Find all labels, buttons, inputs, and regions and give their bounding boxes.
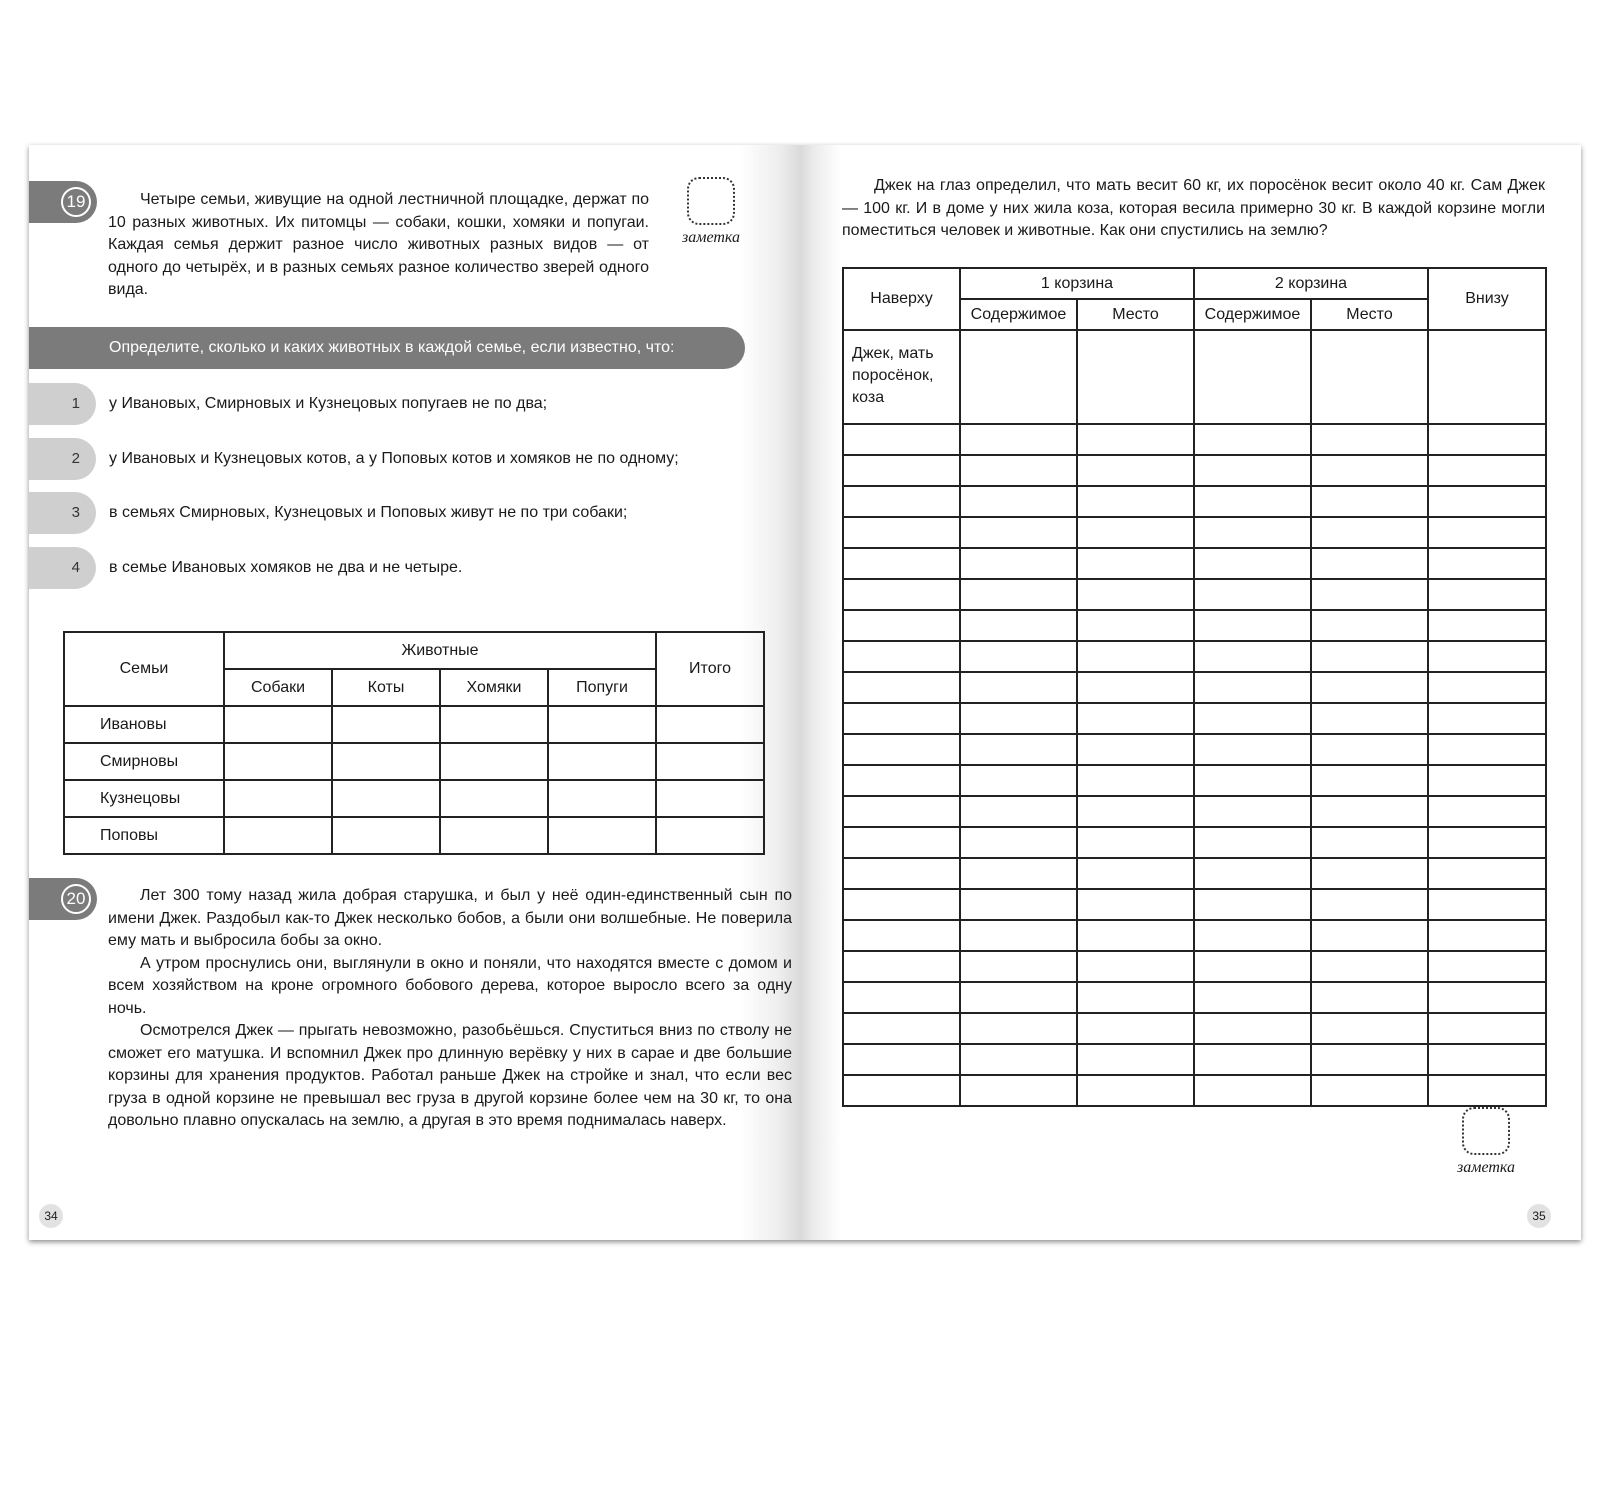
header-animals: Животные <box>224 632 656 669</box>
answer-cell[interactable] <box>843 889 960 920</box>
answer-cell[interactable] <box>1311 641 1428 672</box>
answer-cell[interactable] <box>1077 796 1194 827</box>
answer-cell[interactable] <box>1194 548 1311 579</box>
answer-cell[interactable] <box>1077 765 1194 796</box>
answer-cell[interactable] <box>843 455 960 486</box>
answer-cell[interactable] <box>224 817 332 854</box>
task-19-text: Четыре семьи, живущие на одной лестничной площадке, держат по 10 разных животных. Их питомцы — собаки, кошки, хомяки и попугаи. Каждая семья держит разное число животных разных видов — от одного до четырёх, и в разных семьях разное количество зверей одного вида. <box>108 191 649 298</box>
answer-cell[interactable] <box>1077 827 1194 858</box>
table-row <box>843 455 1546 486</box>
answer-cell[interactable] <box>1311 796 1428 827</box>
answer-cell[interactable] <box>1194 734 1311 765</box>
page-number-left: 34 <box>39 1204 63 1228</box>
answer-cell[interactable] <box>1077 734 1194 765</box>
note-label: заметка <box>682 229 740 246</box>
header-basket-2-contents: Содержимое <box>1194 299 1311 330</box>
answer-cell[interactable] <box>843 920 960 951</box>
condition-3-text: в семьях Смирновых, Кузнецовых и Поповых живут не по три собаки; <box>109 504 628 521</box>
table-row <box>843 641 1546 672</box>
answer-cell[interactable] <box>1428 796 1546 827</box>
answer-cell[interactable] <box>656 780 764 817</box>
answer-cell[interactable] <box>440 706 548 743</box>
answer-cell[interactable] <box>440 817 548 854</box>
answer-cell[interactable] <box>1428 579 1546 610</box>
answer-cell[interactable] <box>1428 951 1546 982</box>
condition-1-text: у Ивановых, Смирновых и Кузнецовых попугаев не по два; <box>109 395 548 412</box>
answer-cell[interactable] <box>1077 486 1194 517</box>
answer-cell[interactable] <box>1194 858 1311 889</box>
table-row <box>843 734 1546 765</box>
answer-cell[interactable] <box>843 703 960 734</box>
task-20-tab <box>29 878 97 920</box>
answer-cell[interactable] <box>1311 486 1428 517</box>
answer-cell[interactable] <box>1077 579 1194 610</box>
answer-cell[interactable] <box>1428 765 1546 796</box>
header-basket-1-contents: Содержимое <box>960 299 1077 330</box>
task-20-text <box>108 885 792 1133</box>
answer-cell[interactable] <box>1077 1013 1194 1044</box>
answer-cell[interactable] <box>1194 1044 1311 1075</box>
answer-cell[interactable] <box>1311 1075 1428 1106</box>
task-20-paragraph: А утром проснулись они, выглянули в окно и поняли, что находятся вместе с домом и всем хозяйством на кроне огромного бобового дерева, которое выросло всего за одну ночь. <box>108 954 792 1017</box>
condition-4-tab: 4 <box>29 547 96 589</box>
table-row <box>64 780 764 817</box>
answer-cell[interactable] <box>843 579 960 610</box>
header-hamsters: Хомяки <box>440 669 548 706</box>
table-row <box>843 486 1546 517</box>
note-right <box>1450 1107 1522 1177</box>
answer-cell[interactable] <box>1428 455 1546 486</box>
answer-cell[interactable] <box>1077 920 1194 951</box>
table-row <box>843 858 1546 889</box>
table-row <box>843 703 1546 734</box>
answer-cell[interactable] <box>960 548 1077 579</box>
answer-cell[interactable] <box>1194 330 1311 424</box>
table-row <box>843 672 1546 703</box>
answer-cell[interactable] <box>1077 951 1194 982</box>
answer-cell[interactable] <box>960 982 1077 1013</box>
answer-cell[interactable] <box>960 517 1077 548</box>
book-spread <box>29 145 1581 1240</box>
condition-2-text: у Ивановых и Кузнецовых котов, а у Поповых котов и хомяков не по одному; <box>109 450 679 467</box>
answer-cell[interactable] <box>960 1075 1077 1106</box>
answer-cell[interactable] <box>1077 1044 1194 1075</box>
task-20-number: 20 <box>61 884 91 914</box>
table-row <box>843 920 1546 951</box>
answer-cell[interactable] <box>1077 982 1194 1013</box>
answer-cell[interactable] <box>1428 424 1546 455</box>
answer-cell[interactable] <box>224 780 332 817</box>
answer-cell[interactable] <box>1077 1075 1194 1106</box>
answer-cell[interactable] <box>960 827 1077 858</box>
header-parrots: Попуги <box>548 669 656 706</box>
answer-cell[interactable] <box>1311 889 1428 920</box>
table-row <box>64 817 764 854</box>
answer-cell[interactable] <box>843 424 960 455</box>
answer-cell[interactable] <box>1311 920 1428 951</box>
answer-cell[interactable] <box>843 765 960 796</box>
answer-cell[interactable] <box>332 743 440 780</box>
answer-cell[interactable] <box>960 579 1077 610</box>
header-basket-1-place: Место <box>1077 299 1194 330</box>
answer-cell[interactable] <box>1194 765 1311 796</box>
answer-cell[interactable] <box>960 1013 1077 1044</box>
answer-cell[interactable] <box>1311 517 1428 548</box>
answer-cell[interactable] <box>1311 1013 1428 1044</box>
answer-cell[interactable] <box>1428 858 1546 889</box>
header-bottom: Внизу <box>1428 268 1546 330</box>
task-20-paragraph: Осмотрелся Джек — прыгать невозможно, разобьёшься. Спуститься вниз по стволу не сможет его матушка. И вспомнил Джек про длинную верёвку у них в сарае и две большие корзины для хранения продуктов. Работал раньше Джек на стройке и знал, что если вес груза в одной корзине не превышал вес груза в другой корзине более чем на 30 кг, то она довольно плавно опускалась на землю, а другая в это время поднималась наверх. <box>108 1022 792 1129</box>
answer-cell[interactable] <box>1077 610 1194 641</box>
answer-cell[interactable] <box>1311 858 1428 889</box>
answer-cell[interactable] <box>1077 889 1194 920</box>
answer-cell[interactable] <box>1077 455 1194 486</box>
note-checkbox-icon <box>687 177 735 225</box>
answer-cell[interactable] <box>1428 486 1546 517</box>
table-row <box>843 951 1546 982</box>
answer-cell[interactable] <box>1194 424 1311 455</box>
baskets-table-body <box>843 424 1546 1106</box>
answer-cell[interactable] <box>843 672 960 703</box>
condition-4-text: в семье Ивановых хомяков не два и не четыре. <box>109 559 463 576</box>
answer-cell[interactable] <box>1311 610 1428 641</box>
answer-cell[interactable] <box>1311 579 1428 610</box>
answer-cell[interactable] <box>960 455 1077 486</box>
header-basket-1: 1 корзина <box>960 268 1194 299</box>
answer-cell[interactable] <box>960 796 1077 827</box>
answer-cell[interactable] <box>1428 330 1546 424</box>
answer-cell[interactable] <box>1311 455 1428 486</box>
answer-cell[interactable] <box>1311 765 1428 796</box>
answer-cell[interactable] <box>440 743 548 780</box>
table-row <box>843 330 1546 424</box>
answer-cell[interactable] <box>843 734 960 765</box>
answer-cell[interactable] <box>843 1075 960 1106</box>
answer-cell[interactable] <box>1428 641 1546 672</box>
answer-cell[interactable] <box>1194 486 1311 517</box>
answer-cell[interactable] <box>1077 424 1194 455</box>
task-20-continuation: Джек на глаз определил, что мать весит 60 кг, их поросёнок весит около 40 кг. Сам Джек — 100 кг. И в доме у них жила коза, которая весила примерно 30 кг. В каждой корзине могли поместиться человек и животные. Как они спустились на землю? <box>842 177 1545 239</box>
answer-cell[interactable] <box>1311 982 1428 1013</box>
header-families: Семьи <box>64 632 224 706</box>
task-19-instruction: Определите, сколько и каких животных в каждой семье, если известно, что: <box>29 327 745 369</box>
answer-cell[interactable] <box>1311 1044 1428 1075</box>
answer-cell[interactable] <box>1077 548 1194 579</box>
answer-cell[interactable] <box>960 672 1077 703</box>
answer-cell[interactable] <box>960 920 1077 951</box>
answer-cell[interactable] <box>1077 672 1194 703</box>
table-row <box>843 579 1546 610</box>
answer-cell[interactable] <box>548 743 656 780</box>
answer-cell[interactable] <box>960 889 1077 920</box>
answer-cell[interactable] <box>1194 1013 1311 1044</box>
answer-cell[interactable] <box>843 641 960 672</box>
table-row <box>843 1044 1546 1075</box>
answer-cell[interactable] <box>1194 672 1311 703</box>
answer-cell[interactable] <box>843 1013 960 1044</box>
table-row <box>843 1075 1546 1106</box>
answer-cell[interactable] <box>1077 517 1194 548</box>
table-row <box>64 706 764 743</box>
answer-cell[interactable] <box>548 780 656 817</box>
answer-cell[interactable] <box>1077 858 1194 889</box>
header-basket-2-place: Место <box>1311 299 1428 330</box>
answer-cell[interactable] <box>843 827 960 858</box>
answer-cell[interactable] <box>1194 579 1311 610</box>
answer-cell[interactable] <box>1428 703 1546 734</box>
answer-cell[interactable] <box>224 706 332 743</box>
answer-cell[interactable] <box>1311 703 1428 734</box>
answer-cell[interactable] <box>843 517 960 548</box>
answer-cell[interactable] <box>843 548 960 579</box>
condition-1-tab: 1 <box>29 383 96 425</box>
answer-cell[interactable] <box>1194 1075 1311 1106</box>
answer-cell[interactable] <box>960 330 1077 424</box>
answer-cell[interactable] <box>960 951 1077 982</box>
answer-cell[interactable] <box>960 424 1077 455</box>
answer-cell[interactable] <box>960 486 1077 517</box>
answer-cell[interactable] <box>1428 1013 1546 1044</box>
answer-cell[interactable] <box>224 743 332 780</box>
table-row <box>843 424 1546 455</box>
answer-cell[interactable] <box>960 734 1077 765</box>
answer-cell[interactable] <box>960 765 1077 796</box>
answer-cell[interactable] <box>1428 827 1546 858</box>
condition-2-tab: 2 <box>29 438 96 480</box>
answer-cell[interactable] <box>960 610 1077 641</box>
answer-cell[interactable] <box>1194 827 1311 858</box>
answer-cell[interactable] <box>1428 610 1546 641</box>
initial-top-contents: Джек, мать поросёнок, коза <box>843 330 960 424</box>
note-checkbox-icon <box>1462 1107 1510 1155</box>
answer-cell[interactable] <box>1311 424 1428 455</box>
table-row <box>843 827 1546 858</box>
answer-cell[interactable] <box>1194 455 1311 486</box>
answer-cell[interactable] <box>960 1044 1077 1075</box>
answer-cell[interactable] <box>1194 703 1311 734</box>
answer-cell[interactable] <box>1077 703 1194 734</box>
answer-cell[interactable] <box>1194 641 1311 672</box>
answer-cell[interactable] <box>548 817 656 854</box>
task-20-paragraph: Лет 300 тому назад жила добрая старушка, и был у неё один-единственный сын по имени Джек. Раздобыл как-то Джек несколько бобов, а были они волшебные. Не поверила ему мать и выбросила бобы за окно. <box>108 887 792 949</box>
page-number-right: 35 <box>1527 1204 1551 1228</box>
table-row <box>843 610 1546 641</box>
answer-cell[interactable] <box>332 817 440 854</box>
right-page <box>802 145 1581 1240</box>
header-total: Итого <box>656 632 764 706</box>
answer-cell[interactable] <box>843 1044 960 1075</box>
answer-cell[interactable] <box>1428 920 1546 951</box>
task-19-number: 19 <box>61 187 91 217</box>
answer-cell[interactable] <box>1311 548 1428 579</box>
answer-cell[interactable] <box>1311 734 1428 765</box>
answer-cell[interactable] <box>1428 734 1546 765</box>
answer-cell[interactable] <box>843 610 960 641</box>
answer-cell[interactable] <box>1194 982 1311 1013</box>
answer-cell[interactable] <box>332 780 440 817</box>
header-top: Наверху <box>843 268 960 330</box>
answer-cell[interactable] <box>1194 796 1311 827</box>
header-basket-2: 2 корзина <box>1194 268 1428 299</box>
family-ivanovy: Ивановы <box>64 706 224 743</box>
family-popovy: Поповы <box>64 817 224 854</box>
answer-cell[interactable] <box>1311 672 1428 703</box>
answer-cell[interactable] <box>1077 641 1194 672</box>
answer-cell[interactable] <box>1428 1075 1546 1106</box>
answer-cell[interactable] <box>656 706 764 743</box>
header-cats: Коты <box>332 669 440 706</box>
family-smirnovy: Смирновы <box>64 743 224 780</box>
answer-cell[interactable] <box>1428 672 1546 703</box>
answer-cell[interactable] <box>1428 1044 1546 1075</box>
answer-cell[interactable] <box>1428 889 1546 920</box>
table-row <box>843 796 1546 827</box>
answer-cell[interactable] <box>656 817 764 854</box>
table-row <box>843 517 1546 548</box>
table-row <box>843 1013 1546 1044</box>
answer-cell[interactable] <box>1194 889 1311 920</box>
answer-cell[interactable] <box>440 780 548 817</box>
condition-3-tab: 3 <box>29 492 96 534</box>
table-row <box>64 743 764 780</box>
task-19-tab <box>29 181 97 223</box>
family-kuznetsovy: Кузнецовы <box>64 780 224 817</box>
baskets-table <box>842 267 1547 1107</box>
answer-cell[interactable] <box>843 982 960 1013</box>
header-dogs: Собаки <box>224 669 332 706</box>
answer-cell[interactable] <box>1428 548 1546 579</box>
answer-cell[interactable] <box>332 706 440 743</box>
answer-cell[interactable] <box>1311 951 1428 982</box>
table-row <box>843 982 1546 1013</box>
answer-cell[interactable] <box>1311 330 1428 424</box>
answer-cell[interactable] <box>960 641 1077 672</box>
note-left <box>675 177 747 247</box>
answer-cell[interactable] <box>1077 330 1194 424</box>
answer-cell[interactable] <box>1428 517 1546 548</box>
answer-cell[interactable] <box>843 858 960 889</box>
answer-cell[interactable] <box>1194 517 1311 548</box>
answer-cell[interactable] <box>1311 827 1428 858</box>
answer-cell[interactable] <box>843 796 960 827</box>
answer-cell[interactable] <box>843 951 960 982</box>
answer-cell[interactable] <box>843 486 960 517</box>
answer-cell[interactable] <box>1194 920 1311 951</box>
table-row <box>843 548 1546 579</box>
answer-cell[interactable] <box>1194 951 1311 982</box>
table-row <box>843 889 1546 920</box>
table-row <box>843 765 1546 796</box>
left-page <box>29 145 802 1240</box>
answer-cell[interactable] <box>548 706 656 743</box>
answer-cell[interactable] <box>1428 982 1546 1013</box>
answer-cell[interactable] <box>960 703 1077 734</box>
answer-cell[interactable] <box>1194 610 1311 641</box>
answer-cell[interactable] <box>656 743 764 780</box>
note-label: заметка <box>1457 1159 1515 1176</box>
families-table <box>63 631 765 855</box>
answer-cell[interactable] <box>960 858 1077 889</box>
